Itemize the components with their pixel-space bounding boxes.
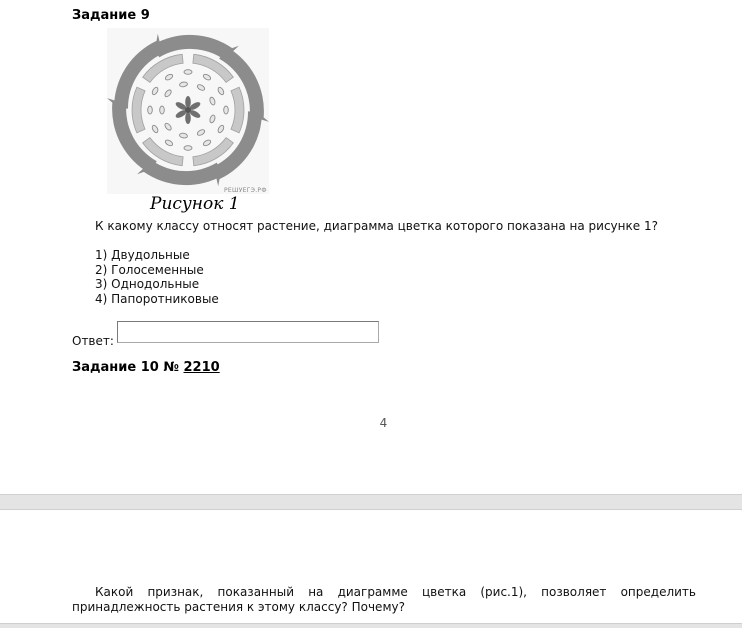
stamen-shape (217, 124, 225, 133)
stamen-shape (196, 83, 205, 91)
page-number: 4 (379, 416, 388, 430)
figure-caption: Рисунок 1 (150, 194, 240, 214)
stamen-shape (184, 70, 192, 75)
stamen-shape (179, 133, 188, 139)
stamen-shape (202, 139, 211, 147)
stamen-shape (196, 129, 205, 137)
task-9-title: Задание 9 (72, 8, 150, 23)
option-3: 3) Однодольные (95, 277, 200, 292)
task-9-question: К какому классу относят растение, диаграмма цветка которого показана на рисунке 1? (95, 219, 658, 233)
answer-label: Ответ: (72, 334, 114, 348)
stamen-shape (164, 73, 173, 81)
stamen-shape (148, 106, 153, 114)
task-number-link[interactable]: 2210 (183, 360, 220, 375)
page-separator (0, 494, 742, 510)
stamen-shape (202, 73, 211, 81)
stamen-shape (151, 124, 159, 133)
flower-diagram-svg (107, 28, 269, 194)
pistil-segment (185, 112, 191, 124)
task-10-title (72, 360, 220, 375)
stamen-shape (184, 146, 192, 151)
flower-diagram (107, 28, 269, 194)
task-10-title-text: Задание 10 № (72, 360, 179, 375)
option-4: 4) Папоротниковые (95, 292, 219, 307)
stamen-shape (164, 89, 173, 98)
stamen-shape (151, 86, 159, 95)
petal-shape (231, 87, 244, 133)
page-bottom-separator (0, 623, 742, 628)
stamen-shape (164, 122, 173, 131)
stamen-shape (179, 81, 188, 87)
pistil-center (185, 107, 191, 113)
task-10-question: Какой признак, показанный на диаграмме цветка (рис.1), позволяет определить принадлежность растения к этому классу? Почему? (72, 585, 696, 614)
stamen-shape (224, 106, 229, 114)
figure-watermark: РЕШУЕГЭ.РФ (224, 187, 267, 194)
stamen-shape (209, 114, 216, 123)
stamen-shape (209, 97, 216, 106)
option-2: 2) Голосеменные (95, 262, 204, 277)
stamen-shape (164, 139, 173, 147)
petal-shape (132, 87, 145, 133)
stamen-shape (160, 106, 165, 114)
pistil-segment (185, 96, 191, 108)
stamen-shape (217, 86, 225, 95)
answer-options (95, 248, 219, 307)
answer-input[interactable] (117, 321, 379, 343)
option-1: 1) Двудольные (95, 248, 190, 262)
